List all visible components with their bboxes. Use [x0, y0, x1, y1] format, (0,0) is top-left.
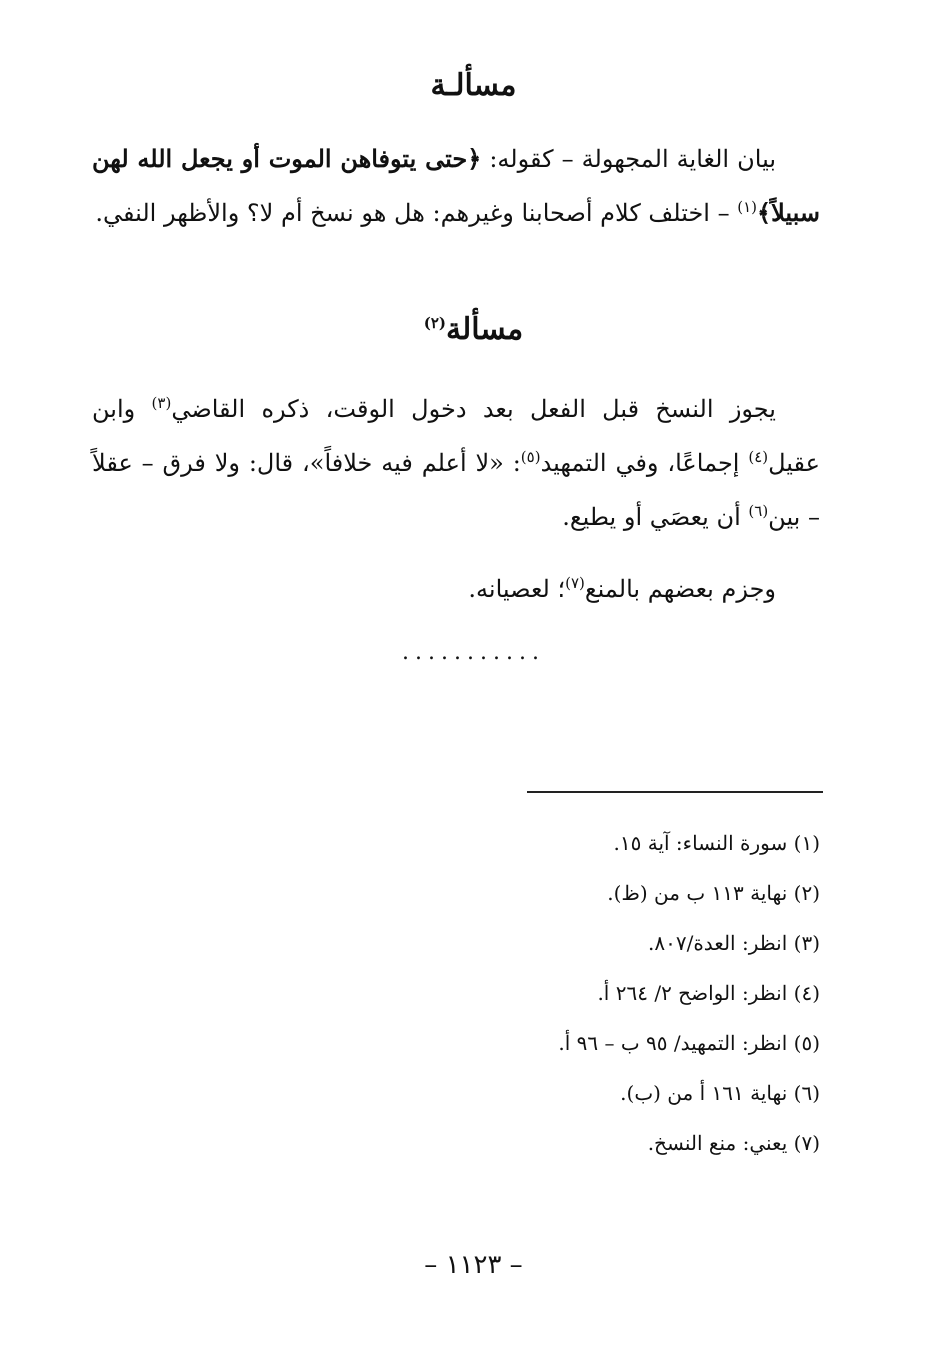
- footnote-ref: (٧): [565, 574, 585, 592]
- footnotes-list: [380, 818, 820, 1168]
- footnote-ref: (٣): [151, 394, 172, 412]
- paragraph-man: [92, 562, 820, 616]
- paragraph-text: يجوز النسخ قبل الفعل بعد دخول الوقت، ذكره القاضي: [171, 395, 776, 423]
- footnote-ref: (١): [737, 198, 758, 216]
- paragraph-naskh: [92, 382, 820, 544]
- footnote-ref: (٥): [520, 448, 541, 466]
- footnote-item: (٣) انظر: العدة/٨٠٧.: [648, 931, 820, 955]
- footnote-item: (٥) انظر: التمهيد/ ٩٥ ب – ٩٦ أ.: [558, 1031, 820, 1055]
- paragraph-text: : «لا أعلم فيه خلافاً»، قال: ولا فرق – عقلاً – بين: [92, 449, 820, 531]
- paragraph-text: ؛ لعصيانه.: [468, 575, 566, 603]
- page-number: – ١١٢٣ –: [424, 1250, 523, 1280]
- paragraph-text: وجزم بعضهم بالمنع: [584, 575, 776, 603]
- separator-dots: ...........: [402, 640, 545, 665]
- footnote-ref: (٦): [748, 502, 769, 520]
- footnote-item: (٧) يعني: منع النسخ.: [647, 1131, 820, 1155]
- section-heading: [0, 312, 947, 347]
- paragraph-text: وابن عقيل: [92, 395, 820, 477]
- paragraph-text: أن يعصَي أو يطيع.: [562, 503, 741, 531]
- paragraph-text: إجماعًا، وفي التمهيد: [540, 449, 740, 477]
- footnote-ref: (٤): [748, 448, 769, 466]
- footnote-divider: [527, 791, 823, 793]
- heading-label: مسألة: [446, 312, 524, 347]
- footnote-ref: (٢): [423, 314, 447, 332]
- paragraph-ghaya: [92, 132, 820, 240]
- paragraph-text: – اختلف كلام أصحابنا وغيرهم: هل هو نسخ أم لا؟ والأظهر النفي.: [95, 199, 730, 227]
- footnote-item: (٢) نهاية ١١٣ ب من (ظ).: [607, 881, 820, 905]
- footnote-item: (٦) نهاية ١٦١ أ من (ب).: [620, 1081, 820, 1105]
- paragraph-text: بيان الغاية المجهولة – كقوله:: [489, 145, 776, 173]
- footnote-item: (١) سورة النساء: آية ١٥.: [613, 831, 820, 855]
- section-heading: مسألـة: [430, 68, 517, 103]
- footnote-item: (٤) انظر: الواضح ٢/ ٢٦٤ أ.: [597, 981, 820, 1005]
- quran-verse: ﴿حتى يتوفاهن الموت أو يجعل الله لهن سبيلاً﴾: [92, 144, 820, 227]
